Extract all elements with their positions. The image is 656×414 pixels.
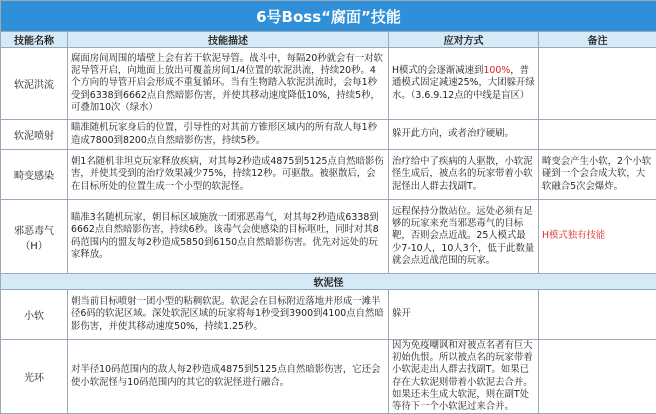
skill-response: 因为免疫嘲讽和对被点名者有巨大初始仇恨。所以被点名的玩家带着小软泥走出人群去找副T。如果已存在大软泥则带着小软泥去合并。如果还未生成大软泥，则在副T处等待下一个小软泥过来合并。 bbox=[389, 340, 539, 414]
skill-response: 躲开 bbox=[389, 290, 539, 340]
skill-response: H模式的会逐渐减速到100%，普通模式固定减速25%，大团躲开绿水。（3.6.9.12点的中线是盲区） bbox=[389, 48, 539, 120]
col-header-desc: 技能描述 bbox=[68, 32, 389, 48]
table-row bbox=[1, 150, 656, 200]
col-header-response: 应对方式 bbox=[389, 32, 539, 48]
title-row bbox=[1, 1, 656, 32]
skill-name: 软泥洪流 bbox=[1, 48, 68, 120]
section-row bbox=[1, 274, 656, 290]
skill-name: 软泥喷射 bbox=[1, 120, 68, 150]
col-header-note: 备注 bbox=[539, 32, 656, 48]
table-row bbox=[1, 200, 656, 274]
skill-name: 邪恶毒气（H） bbox=[1, 200, 68, 274]
skill-desc: 对半径10码范围内的敌人每2秒造成4875到5125点自然暗影伤害，它还会使小软泥怪与10码范围内的其它的软泥怪进行融合。 bbox=[68, 340, 389, 414]
table-row bbox=[1, 48, 656, 120]
skill-note bbox=[539, 340, 656, 414]
skill-note bbox=[539, 290, 656, 340]
skill-note: H模式独有技能 bbox=[539, 200, 656, 274]
highlight-value: 100% bbox=[483, 65, 510, 76]
table-row bbox=[1, 340, 656, 414]
skill-desc: 瞄准3名随机玩家，朝目标区域施放一团邪恶毒气，对其每2秒造成6338到6662点自然暗影伤害，持续6秒。该毒气会使感染的目标呕吐，同时对其8码范围内的盟友每2秒造成5850到6150点自然暗影伤害。优先对远处的玩家释放。 bbox=[68, 200, 389, 274]
section-label: 软泥怪 bbox=[1, 274, 656, 290]
skill-name: 畸变感染 bbox=[1, 150, 68, 200]
table-row bbox=[1, 120, 656, 150]
skill-desc: 朝1名随机非坦克玩家释放疾病，对其每2秒造成4875到5125点自然暗影伤害，并使其受到的治疗效果减少75%，持续12秒。可驱散。被驱散后，会在目标所处的位置生成一个小型的软泥怪。 bbox=[68, 150, 389, 200]
page-title bbox=[1, 1, 656, 32]
skill-note: 畸变会产生小软，2个小软碰到一个会合成大软，大软融合5次会爆炸。 bbox=[539, 150, 656, 200]
header-row bbox=[1, 32, 656, 48]
skill-name: 光环 bbox=[1, 340, 68, 414]
skill-note bbox=[539, 48, 656, 120]
title-suffix: 技能 bbox=[371, 8, 401, 26]
skill-response: 治疗给中了疾病的人驱散，小软泥怪生成后，被点名的玩家带着小软泥怪出人群去找副T。 bbox=[389, 150, 539, 200]
skill-desc: 瞄准随机玩家身后的位置，引导性的对其前方锥形区域内的所有敌人每1秒造成7800到8200点自然暗影伤害，持续5秒。 bbox=[68, 120, 389, 150]
skill-desc: 腐面房间周围的墙壁上会有若干软泥导管。战斗中，每隔20秒就会有一对软泥导管开启，向地面上放出可覆盖房间1/4位置的软泥洪流，持续20秒。4个方向的导管开启会形成不重复循环。当有生物踏入软泥洪流时，会每1秒受到6338到6662点自然暗影伤害，并使其移动速度降低10%，持续5秒，可叠加10次（绿水） bbox=[68, 48, 389, 120]
col-header-name: 技能名称 bbox=[1, 32, 68, 48]
skill-desc: 朝当前目标喷射一团小型的粘稠软泥。软泥会在目标附近落地并形成一滩半径6码的软泥区域。深处软泥区域的玩家将每1秒受到3900到4100点自然暗影伤害，并使其移动速度50%，持续1.25秒。 bbox=[68, 290, 389, 340]
skill-response: 远程保持分散站位。远处必须有足够的玩家来充当邪恶毒气的目标靶，否则会点近战。25人模式最少7-10人，10人3个，低于此数量就会点近战范围的玩家。 bbox=[389, 200, 539, 274]
title-quote: “腐面” bbox=[321, 8, 371, 26]
skill-name: 小软 bbox=[1, 290, 68, 340]
skill-response: 躲开此方向，或者治疗硬刷。 bbox=[389, 120, 539, 150]
title-prefix: 6号Boss bbox=[256, 8, 321, 26]
table-row bbox=[1, 290, 656, 340]
skill-note bbox=[539, 120, 656, 150]
